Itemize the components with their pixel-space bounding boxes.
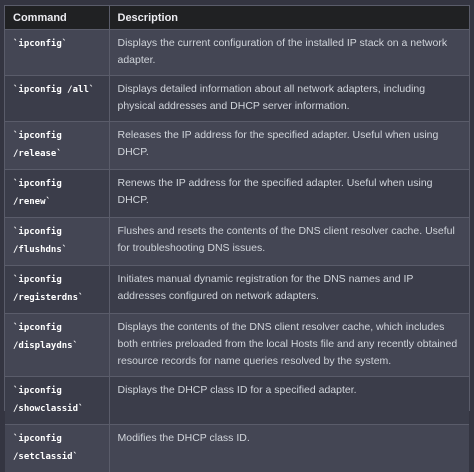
command-cell: `ipconfig /registerdns` <box>5 266 109 314</box>
table-header-row <box>5 6 469 30</box>
description-cell: Modifies the DHCP class ID. <box>109 425 469 472</box>
table-row <box>5 425 469 472</box>
column-header-command: Command <box>5 6 109 30</box>
table-row <box>5 170 469 218</box>
command-table-container <box>4 5 470 411</box>
table-row <box>5 218 469 266</box>
command-cell: `ipconfig /all` <box>5 76 109 122</box>
command-cell: `ipconfig /setclassid` <box>5 425 109 472</box>
description-cell: Displays detailed information about all network adapters, including physical addresses and DHCP server information. <box>109 76 469 122</box>
description-cell: Displays the DHCP class ID for a specified adapter. <box>109 377 469 425</box>
column-header-description: Description <box>109 6 469 30</box>
description-cell: Displays the contents of the DNS client resolver cache, which includes both entries preloaded from the local Hosts file and any recently obtained resource records for name queries resolved by the system. <box>109 314 469 377</box>
table-row <box>5 314 469 377</box>
ipconfig-command-table <box>5 6 469 472</box>
description-cell: Flushes and resets the contents of the DNS client resolver cache. Useful for troubleshooting DNS issues. <box>109 218 469 266</box>
table-row <box>5 377 469 425</box>
description-cell: Initiates manual dynamic registration for the DNS names and IP addresses configured on network adapters. <box>109 266 469 314</box>
command-cell: `ipconfig /showclassid` <box>5 377 109 425</box>
command-cell: `ipconfig /flushdns` <box>5 218 109 266</box>
description-cell: Releases the IP address for the specified adapter. Useful when using DHCP. <box>109 122 469 170</box>
command-cell: `ipconfig /renew` <box>5 170 109 218</box>
description-cell: Renews the IP address for the specified adapter. Useful when using DHCP. <box>109 170 469 218</box>
command-cell: `ipconfig` <box>5 30 109 76</box>
command-cell: `ipconfig /displaydns` <box>5 314 109 377</box>
table-row <box>5 122 469 170</box>
description-cell: Displays the current configuration of the installed IP stack on a network adapter. <box>109 30 469 76</box>
table-row <box>5 266 469 314</box>
table-row <box>5 30 469 76</box>
command-cell: `ipconfig /release` <box>5 122 109 170</box>
table-row <box>5 76 469 122</box>
